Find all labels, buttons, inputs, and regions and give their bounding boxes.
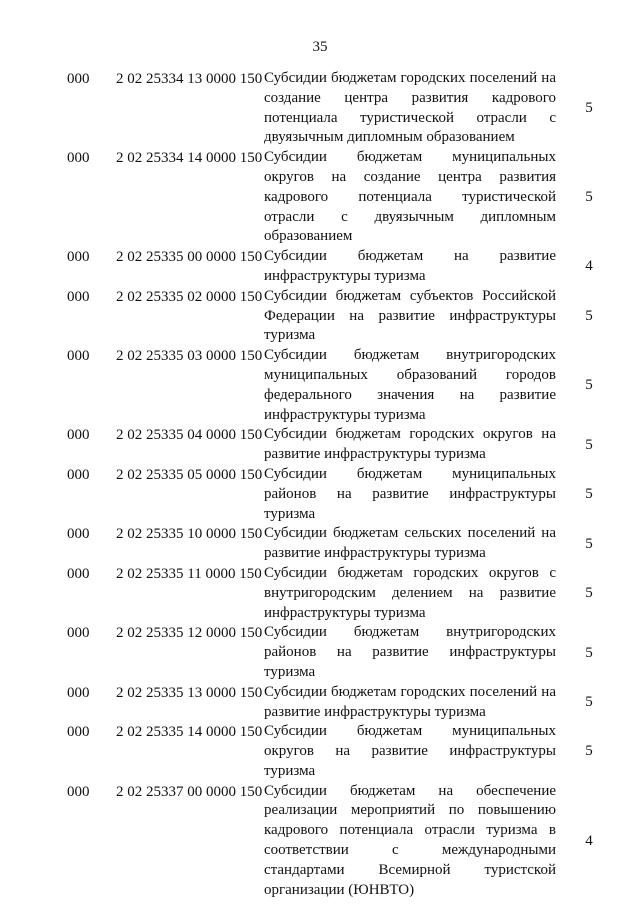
level-value: 5	[585, 486, 593, 503]
table-row	[0, 564, 640, 623]
admin-code: 000	[67, 625, 90, 642]
admin-code: 000	[67, 684, 90, 701]
level-value: 5	[585, 743, 593, 760]
code-description: Субсидии бюджетам городских округов на развитие инфраструктуры туризма	[264, 426, 556, 463]
budget-code: 2 02 25335 03 0000 150	[116, 348, 263, 365]
budget-code: 2 02 25335 11 0000 150	[116, 565, 262, 582]
level-value: 5	[585, 100, 593, 117]
budget-code-table	[0, 69, 640, 900]
admin-code: 000	[67, 150, 90, 167]
budget-code: 2 02 25335 12 0000 150	[116, 625, 263, 642]
code-description: Субсидии бюджетам внутригородских муниципальных образований городов федерального значения на развитие инфраструктуры туризма	[264, 347, 556, 423]
level-value: 5	[585, 307, 593, 324]
table-row	[0, 247, 640, 287]
admin-code: 000	[67, 288, 90, 305]
admin-code: 000	[67, 71, 90, 87]
admin-code: 000	[67, 526, 90, 543]
budget-code: 2 02 25335 14 0000 150	[116, 724, 263, 741]
admin-code: 000	[67, 348, 90, 365]
code-description: Субсидии бюджетам городских поселений на создание центра развития кадрового потенциала туристической отрасли с двуязычным дипломным образованием	[264, 70, 556, 146]
admin-code: 000	[67, 565, 90, 582]
code-description: Субсидии бюджетам городских округов с внутригородским делением на развитие инфраструктуры туризма	[264, 564, 556, 621]
code-description: Субсидии бюджетам муниципальных округов на развитие инфраструктуры туризма	[264, 723, 556, 779]
level-value: 4	[585, 832, 593, 849]
admin-code: 000	[67, 724, 90, 741]
admin-code: 000	[67, 249, 90, 266]
table-row	[0, 425, 640, 465]
code-description: Субсидии бюджетам муниципальных округов на создание центра развития кадрового потенциала туристической отрасли с двуязычным дипломным образованием	[264, 149, 556, 245]
table-row	[0, 782, 640, 901]
budget-code: 2 02 25335 10 0000 150	[116, 526, 263, 543]
level-value: 5	[585, 644, 593, 661]
level-value: 5	[585, 377, 593, 394]
level-value: 5	[585, 436, 593, 453]
table-row	[0, 465, 640, 524]
table-row	[0, 722, 640, 781]
code-description: Субсидии бюджетам на обеспечение реализации мероприятий по повышению кадрового потенциала отрасли туризма в соответствии с международными стандартами Всемирной туристской организации (ЮНВТО)	[264, 782, 556, 898]
budget-code: 2 02 25335 05 0000 150	[116, 466, 263, 483]
budget-code: 2 02 25335 00 0000 150	[116, 249, 263, 266]
budget-code: 2 02 25334 14 0000 150	[116, 150, 263, 167]
code-description: Субсидии бюджетам городских поселений на развитие инфраструктуры туризма	[264, 683, 556, 720]
budget-code: 2 02 25334 13 0000 150	[116, 71, 263, 87]
table-row	[0, 524, 640, 564]
level-value: 5	[585, 694, 593, 710]
budget-code: 2 02 25335 04 0000 150	[116, 427, 263, 444]
budget-code: 2 02 25337 00 0000 150	[116, 783, 263, 800]
admin-code: 000	[67, 466, 90, 483]
table-row	[0, 287, 640, 346]
page-number: 35	[312, 39, 328, 55]
code-description: Субсидии бюджетам внутригородских районов на развитие инфраструктуры туризма	[264, 624, 556, 680]
code-description: Субсидии бюджетам на развитие инфраструктуры туризма	[264, 248, 556, 284]
admin-code: 000	[67, 783, 90, 800]
code-description: Субсидии бюджетам муниципальных районов на развитие инфраструктуры туризма	[264, 465, 556, 522]
code-description: Субсидии бюджетам субъектов Российской Федерации на развитие инфраструктуры туризма	[264, 287, 556, 344]
code-description: Субсидии бюджетам сельских поселений на развитие инфраструктуры туризма	[264, 525, 556, 562]
level-value: 5	[585, 189, 593, 206]
budget-code: 2 02 25335 02 0000 150	[116, 288, 263, 305]
budget-code: 2 02 25335 13 0000 150	[116, 684, 263, 701]
level-value: 5	[585, 585, 593, 602]
table-row	[0, 683, 640, 723]
table-row	[0, 69, 640, 148]
table-row	[0, 346, 640, 425]
level-value: 5	[585, 535, 593, 552]
table-row	[0, 148, 640, 247]
admin-code: 000	[67, 427, 90, 444]
level-value: 4	[585, 258, 593, 275]
table-row	[0, 623, 640, 682]
